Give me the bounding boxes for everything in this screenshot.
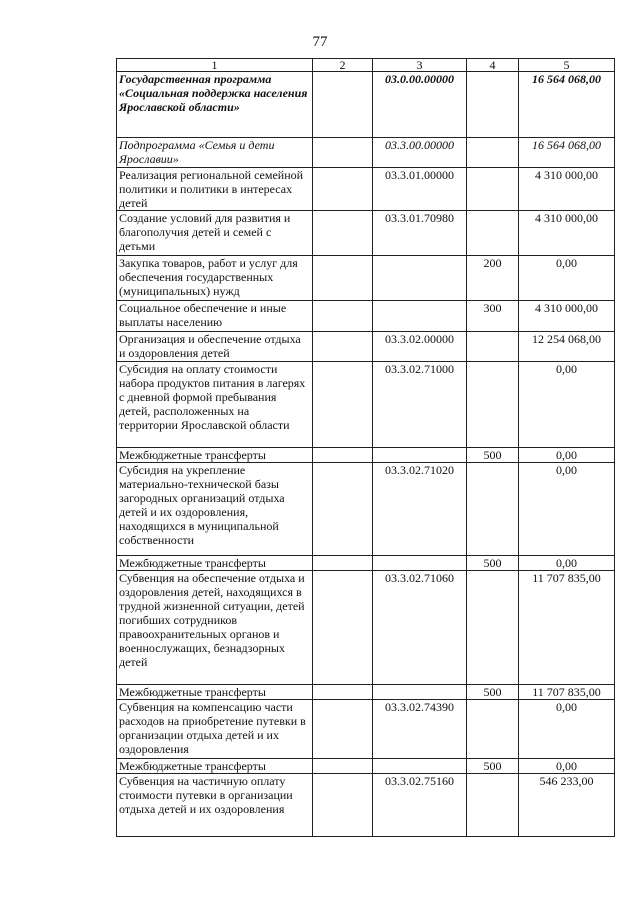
table-cell-col-1: Социальное обеспечение и иные выплаты населению [117,301,313,332]
table-cell-col-4 [467,211,519,256]
table-cell-col-4 [467,774,519,837]
table-row [117,332,615,362]
table-cell-col-3 [373,448,467,463]
table-cell-col-3: 03.3.01.00000 [373,168,467,211]
table-cell-col-3: 03.3.01.70980 [373,211,467,256]
table-cell-col-1: Субвенция на компенсацию части расходов на приобретение путевки в организации отдыха детей и их оздоровления [117,700,313,759]
table-cell-col-5: 0,00 [519,362,615,448]
table-cell-col-1: Субвенция на частичную оплату стоимости путевки в организации отдыха детей и их оздоровления [117,774,313,837]
table-cell-col-4: 200 [467,256,519,301]
table-cell-col-2 [313,685,373,700]
table-cell-col-1: Межбюджетные трансферты [117,556,313,571]
table-row [117,362,615,448]
table-cell-col-3 [373,759,467,774]
table-cell-col-2 [313,556,373,571]
table-cell-col-5: 0,00 [519,463,615,556]
table-cell-col-4 [467,332,519,362]
table-cell-col-3: 03.3.02.74390 [373,700,467,759]
table-cell-col-2 [313,463,373,556]
table-cell-col-5: 16 564 068,00 [519,138,615,168]
table-cell-col-2 [313,774,373,837]
table-cell-col-2 [313,72,373,138]
table-row [117,556,615,571]
table-cell-col-2 [313,138,373,168]
table-cell-col-5: 546 233,00 [519,774,615,837]
table-row [117,774,615,837]
table-cell-col-3: 03.0.00.00000 [373,72,467,138]
table-cell-col-4 [467,168,519,211]
table-cell-col-2 [313,362,373,448]
table-row [117,685,615,700]
table-cell-col-5: 0,00 [519,759,615,774]
header-col-5: 5 [519,59,615,72]
table-cell-col-5: 11 707 835,00 [519,685,615,700]
table-row [117,168,615,211]
table-cell-col-1: Межбюджетные трансферты [117,685,313,700]
header-col-1: 1 [117,59,313,72]
table-cell-col-5: 11 707 835,00 [519,571,615,685]
table-cell-col-1: Подпрограмма «Семья и дети Ярославии» [117,138,313,168]
table-cell-col-5: 16 564 068,00 [519,72,615,138]
table-cell-col-5: 0,00 [519,256,615,301]
table-cell-col-2 [313,448,373,463]
page-number: 77 [312,34,328,50]
table-row [117,256,615,301]
table-cell-col-4: 300 [467,301,519,332]
table-cell-col-1: Государственная программа «Социальная поддержка населения Ярославской области» [117,72,313,138]
table-cell-col-2 [313,700,373,759]
table-cell-col-4 [467,571,519,685]
table-cell-col-2 [313,301,373,332]
table-cell-col-3 [373,256,467,301]
table-cell-col-3: 03.3.02.71060 [373,571,467,685]
table-cell-col-4 [467,700,519,759]
table-row [117,138,615,168]
table-header-row [117,59,615,72]
table-cell-col-5: 4 310 000,00 [519,301,615,332]
table-cell-col-3: 03.3.02.71020 [373,463,467,556]
table-cell-col-4: 500 [467,759,519,774]
table-cell-col-1: Создание условий для развития и благополучия детей и семей с детьми [117,211,313,256]
table-cell-col-1: Межбюджетные трансферты [117,448,313,463]
table-cell-col-5: 4 310 000,00 [519,168,615,211]
table-cell-col-2 [313,571,373,685]
header-col-3: 3 [373,59,467,72]
table-cell-col-4: 500 [467,448,519,463]
table-cell-col-3 [373,556,467,571]
table-cell-col-1: Субвенция на обеспечение отдыха и оздоровления детей, находящихся в трудной жизненной ситуации, детей погибших сотрудников правоохранительных органов и военнослужащих, безнадзорных детей [117,571,313,685]
table-cell-col-2 [313,759,373,774]
table-cell-col-5: 0,00 [519,448,615,463]
table-cell-col-5: 4 310 000,00 [519,211,615,256]
table-cell-col-1: Межбюджетные трансферты [117,759,313,774]
table-row [117,211,615,256]
table-cell-col-1: Субсидия на укрепление материально-технической базы загородных организаций отдыха детей и их оздоровления, находящихся в муниципальной собственности [117,463,313,556]
header-col-2: 2 [313,59,373,72]
table-cell-col-4 [467,72,519,138]
table-cell-col-2 [313,256,373,301]
table-row [117,571,615,685]
table-cell-col-1: Закупка товаров, работ и услуг для обеспечения государственных (муниципальных) нужд [117,256,313,301]
table-row [117,759,615,774]
table-cell-col-5: 12 254 068,00 [519,332,615,362]
table-row [117,301,615,332]
table-cell-col-1: Организация и обеспечение отдыха и оздоровления детей [117,332,313,362]
table-cell-col-5: 0,00 [519,700,615,759]
table-cell-col-1: Субсидия на оплату стоимости набора продуктов питания в лагерях с дневной формой пребывания детей, расположенных на территории Ярославской области [117,362,313,448]
table-cell-col-1: Реализация региональной семейной политики и политики в интересах детей [117,168,313,211]
budget-table [116,58,615,837]
table-cell-col-2 [313,211,373,256]
table-cell-col-3: 03.3.00.00000 [373,138,467,168]
table-row [117,463,615,556]
table-row [117,72,615,138]
table-row [117,700,615,759]
table-cell-col-4: 500 [467,556,519,571]
table-cell-col-4 [467,463,519,556]
table-cell-col-3 [373,685,467,700]
table-cell-col-3: 03.3.02.75160 [373,774,467,837]
table-cell-col-3 [373,301,467,332]
table-row [117,448,615,463]
header-col-4: 4 [467,59,519,72]
table-cell-col-2 [313,332,373,362]
table-cell-col-2 [313,168,373,211]
table-cell-col-4 [467,138,519,168]
table-cell-col-3: 03.3.02.71000 [373,362,467,448]
table-cell-col-4 [467,362,519,448]
table-cell-col-4: 500 [467,685,519,700]
table-cell-col-5: 0,00 [519,556,615,571]
table-cell-col-3: 03.3.02.00000 [373,332,467,362]
